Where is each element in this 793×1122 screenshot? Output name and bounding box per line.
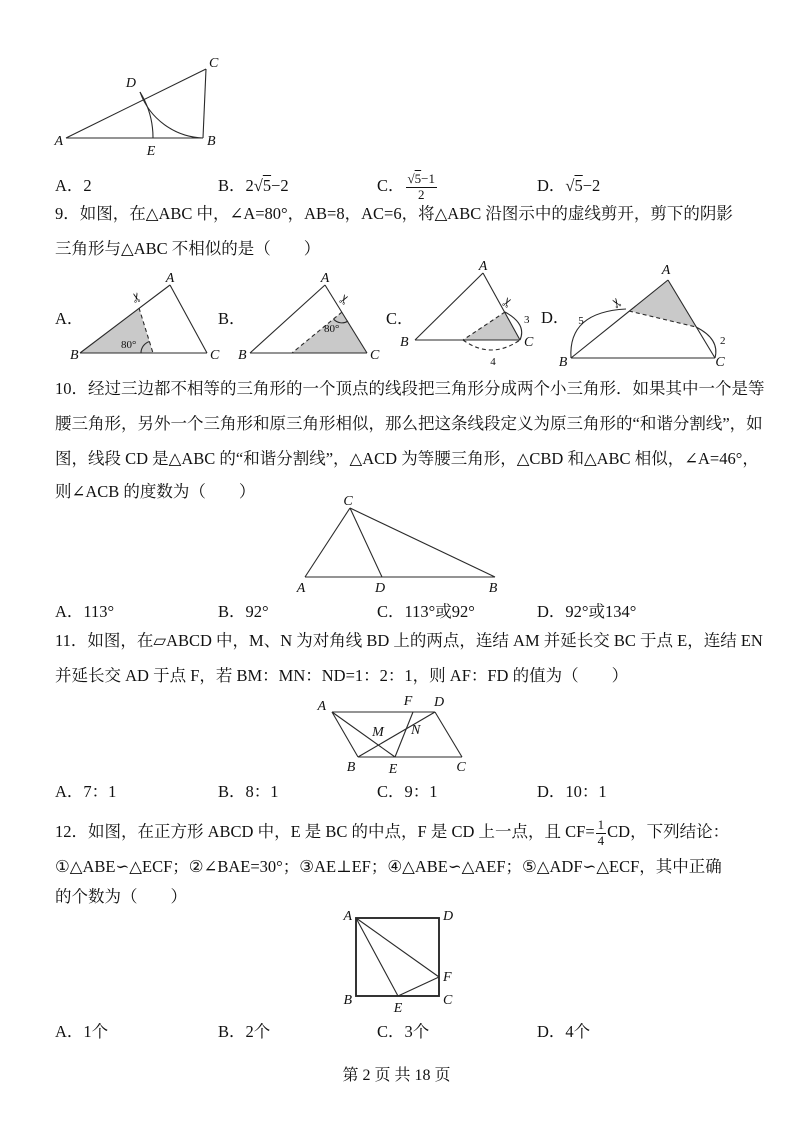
option-letter: C． — [377, 176, 405, 196]
vertex-label-c: C — [715, 355, 725, 370]
vertex-label-d: D — [434, 695, 445, 710]
vertex-label-c: C — [209, 56, 219, 71]
length-arc-4 — [463, 340, 520, 350]
q11-figure-diagram — [318, 692, 483, 787]
q9-figure-c-diagram — [396, 259, 546, 374]
vertex-label-c: C — [456, 760, 466, 775]
fraction — [406, 172, 437, 203]
vertex-label-c: C — [370, 348, 380, 363]
fraction-numerator: 1 — [597, 817, 605, 832]
vertex-label-c: C — [443, 993, 453, 1008]
q8-figure-diagram — [50, 50, 225, 165]
vertex-label-b: B — [488, 581, 498, 596]
shaded-triangle — [80, 308, 153, 353]
option-letter: A． — [55, 176, 84, 195]
scissors-icon: ✂ — [127, 290, 146, 305]
q8-option-b — [218, 172, 289, 196]
fraction — [596, 818, 607, 849]
vertex-label-e: E — [146, 144, 156, 159]
vertex-label-a: A — [317, 699, 326, 714]
vertex-label-a: A — [165, 271, 175, 286]
q11-option-c: C．9：1 — [377, 782, 438, 801]
q12-figure-diagram — [332, 902, 472, 1017]
angle-label: 80° — [121, 339, 137, 351]
scissors-icon: ✂ — [607, 294, 626, 312]
vertex-label-e: E — [393, 1001, 403, 1016]
triangle-edges — [66, 69, 206, 138]
vertex-label-f: F — [443, 970, 452, 985]
q8-option-c — [377, 172, 438, 203]
vertex-label-a: A — [343, 909, 352, 924]
q10-option-d: D．92°或134° — [537, 602, 637, 621]
option-letter: B． — [218, 176, 246, 195]
side-length-4: 4 — [490, 356, 496, 368]
side-length-3: 3 — [524, 314, 530, 326]
q11-options-row — [55, 778, 760, 804]
radicand: 5 — [574, 176, 583, 195]
side-length-5: 5 — [578, 315, 584, 327]
fraction-denominator: 4 — [597, 832, 605, 848]
q12-line1-post: CD，下列结论： — [607, 822, 730, 842]
radicand: 5 — [414, 171, 422, 186]
q10-text-line4: 则∠ACB 的度数为（ ） — [55, 482, 256, 501]
q9-text-line1: 9．如图，在△ABC 中，∠A=80°，AB=8，AC=6，将△ABC 沿图示中的虚线剪开，剪下的阴影 — [55, 204, 733, 223]
q10-text-line2: 腰三角形，另外一个三角形和原三角形相似，那么把这条线段定义为原三角形的“和谐分割线”，如 — [55, 414, 763, 433]
q12-option-b: B．2个 — [218, 1022, 271, 1041]
angle-label: 80° — [324, 323, 340, 335]
vertex-label-a: A — [661, 263, 671, 278]
q9-figure-c-letter: C． — [386, 309, 414, 328]
q12-text-line1 — [55, 818, 760, 849]
q9-figure-a-letter: A． — [55, 309, 84, 328]
q11-option-d: D．10：1 — [537, 782, 607, 801]
vertex-label-c: C — [210, 348, 220, 363]
arc-cd-cb — [140, 92, 203, 138]
vertex-label-d: D — [443, 909, 454, 924]
q12-text-line2: ①△ABE∽△ECF；②∠BAE=30°；③AE⊥EF；④△ABE∽△AEF；⑤△ADF∽△ECF，其中正确 — [55, 857, 722, 876]
vertex-label-a: A — [54, 134, 63, 149]
radical-post: −2 — [271, 176, 289, 195]
page-number: 第 2 页 共 18 页 — [342, 1067, 451, 1084]
q9-figure-d-diagram — [556, 262, 741, 374]
q12-option-d: D．4个 — [537, 1022, 591, 1041]
radical-post: −1 — [421, 171, 435, 186]
vertex-label-c: C — [524, 335, 534, 350]
q8-option-d — [537, 172, 600, 196]
line-af — [356, 918, 439, 977]
q12-options-row — [55, 1018, 760, 1044]
radical-post: −2 — [582, 176, 601, 195]
q12-text-line3: 的个数为（ ） — [55, 887, 187, 906]
q9-figure-d-letter: D． — [541, 308, 570, 327]
q9-text-line2: 三角形与△ABC 不相似的是（ ） — [55, 239, 321, 258]
q12-line1-pre: 12．如图，在正方形 ABCD 中，E 是 BC 的中点，F 是 CD 上一点，且 CF= — [55, 822, 595, 842]
vertex-label-d: D — [125, 76, 136, 91]
line-ae — [356, 918, 398, 996]
side-length-2: 2 — [720, 335, 726, 347]
q10-text-line1: 10．经过三边都不相等的三角形的一个顶点的线段把三角形分成两个小三角形．如果其中一个是等 — [55, 379, 765, 398]
q9-figure-b-diagram — [236, 272, 381, 372]
q10-figure-diagram — [288, 495, 513, 595]
vertex-label-b: B — [70, 348, 79, 363]
q10-option-a: A．113° — [55, 602, 115, 621]
line-ae — [332, 712, 395, 757]
vertex-label-b: B — [558, 355, 568, 370]
point-label-m: M — [372, 725, 384, 740]
square-abcd — [356, 918, 439, 996]
q11-option-b: B．8：1 — [218, 782, 279, 801]
q10-option-c: C．113°或92° — [377, 602, 475, 621]
q11-text-line1: 11．如图，在▱ABCD 中，M、N 为对角线 BD 上的两点，连结 AM 并延长交 BC 于点 E，连结 EN — [55, 631, 763, 650]
option-letter: D． — [537, 176, 566, 195]
vertex-label-f: F — [403, 694, 413, 709]
q9-figure-b-letter: B． — [218, 309, 246, 328]
radical-pre: √ — [565, 176, 575, 195]
line-ef — [398, 977, 439, 996]
scissors-icon: ✂ — [334, 290, 354, 308]
q8-option-a — [55, 172, 92, 196]
vertex-label-e: E — [388, 762, 398, 777]
triangle-edges — [305, 508, 495, 577]
vertex-label-a: A — [478, 259, 488, 274]
vertex-label-b: B — [343, 993, 352, 1008]
vertex-label-d: D — [374, 581, 386, 596]
fraction-denominator: 2 — [418, 186, 425, 202]
q11-text-line2: 并延长交 AD 于点 F，若 BM：MN：ND=1：2：1，则 AF：FD 的值为（ ） — [55, 666, 629, 685]
point-label-n: N — [411, 723, 421, 738]
q10-options-row — [55, 598, 760, 624]
vertex-label-b: B — [207, 134, 216, 149]
vertex-label-a: A — [320, 271, 330, 286]
q8-options-row — [55, 171, 760, 202]
q12-option-c: C．3个 — [377, 1022, 430, 1041]
radical-pre: √ — [407, 171, 415, 186]
q9-figure-a-diagram — [70, 272, 220, 372]
option-value: 2 — [83, 176, 92, 195]
fraction-numerator — [406, 172, 437, 188]
diagonal-bd — [358, 712, 435, 757]
radical-pre: 2√ — [245, 176, 263, 195]
vertex-label-a: A — [296, 581, 306, 596]
vertex-label-b: B — [400, 335, 409, 350]
q11-option-a: A．7：1 — [55, 782, 117, 801]
vertex-label-b: B — [238, 348, 247, 363]
triangle-edges — [571, 280, 715, 358]
scissors-icon: ✂ — [497, 293, 517, 311]
q12-option-a: A．1个 — [55, 1022, 109, 1041]
radicand: 5 — [262, 176, 272, 195]
vertex-label-c: C — [343, 494, 353, 509]
vertex-label-b: B — [346, 760, 356, 775]
q10-text-line3: 图，线段 CD 是△ABC 的“和谐分割线”，△ACD 为等腰三角形，△CBD 和△ABC 相似，∠A=46°， — [55, 449, 759, 468]
q10-option-b: B．92° — [218, 602, 269, 621]
